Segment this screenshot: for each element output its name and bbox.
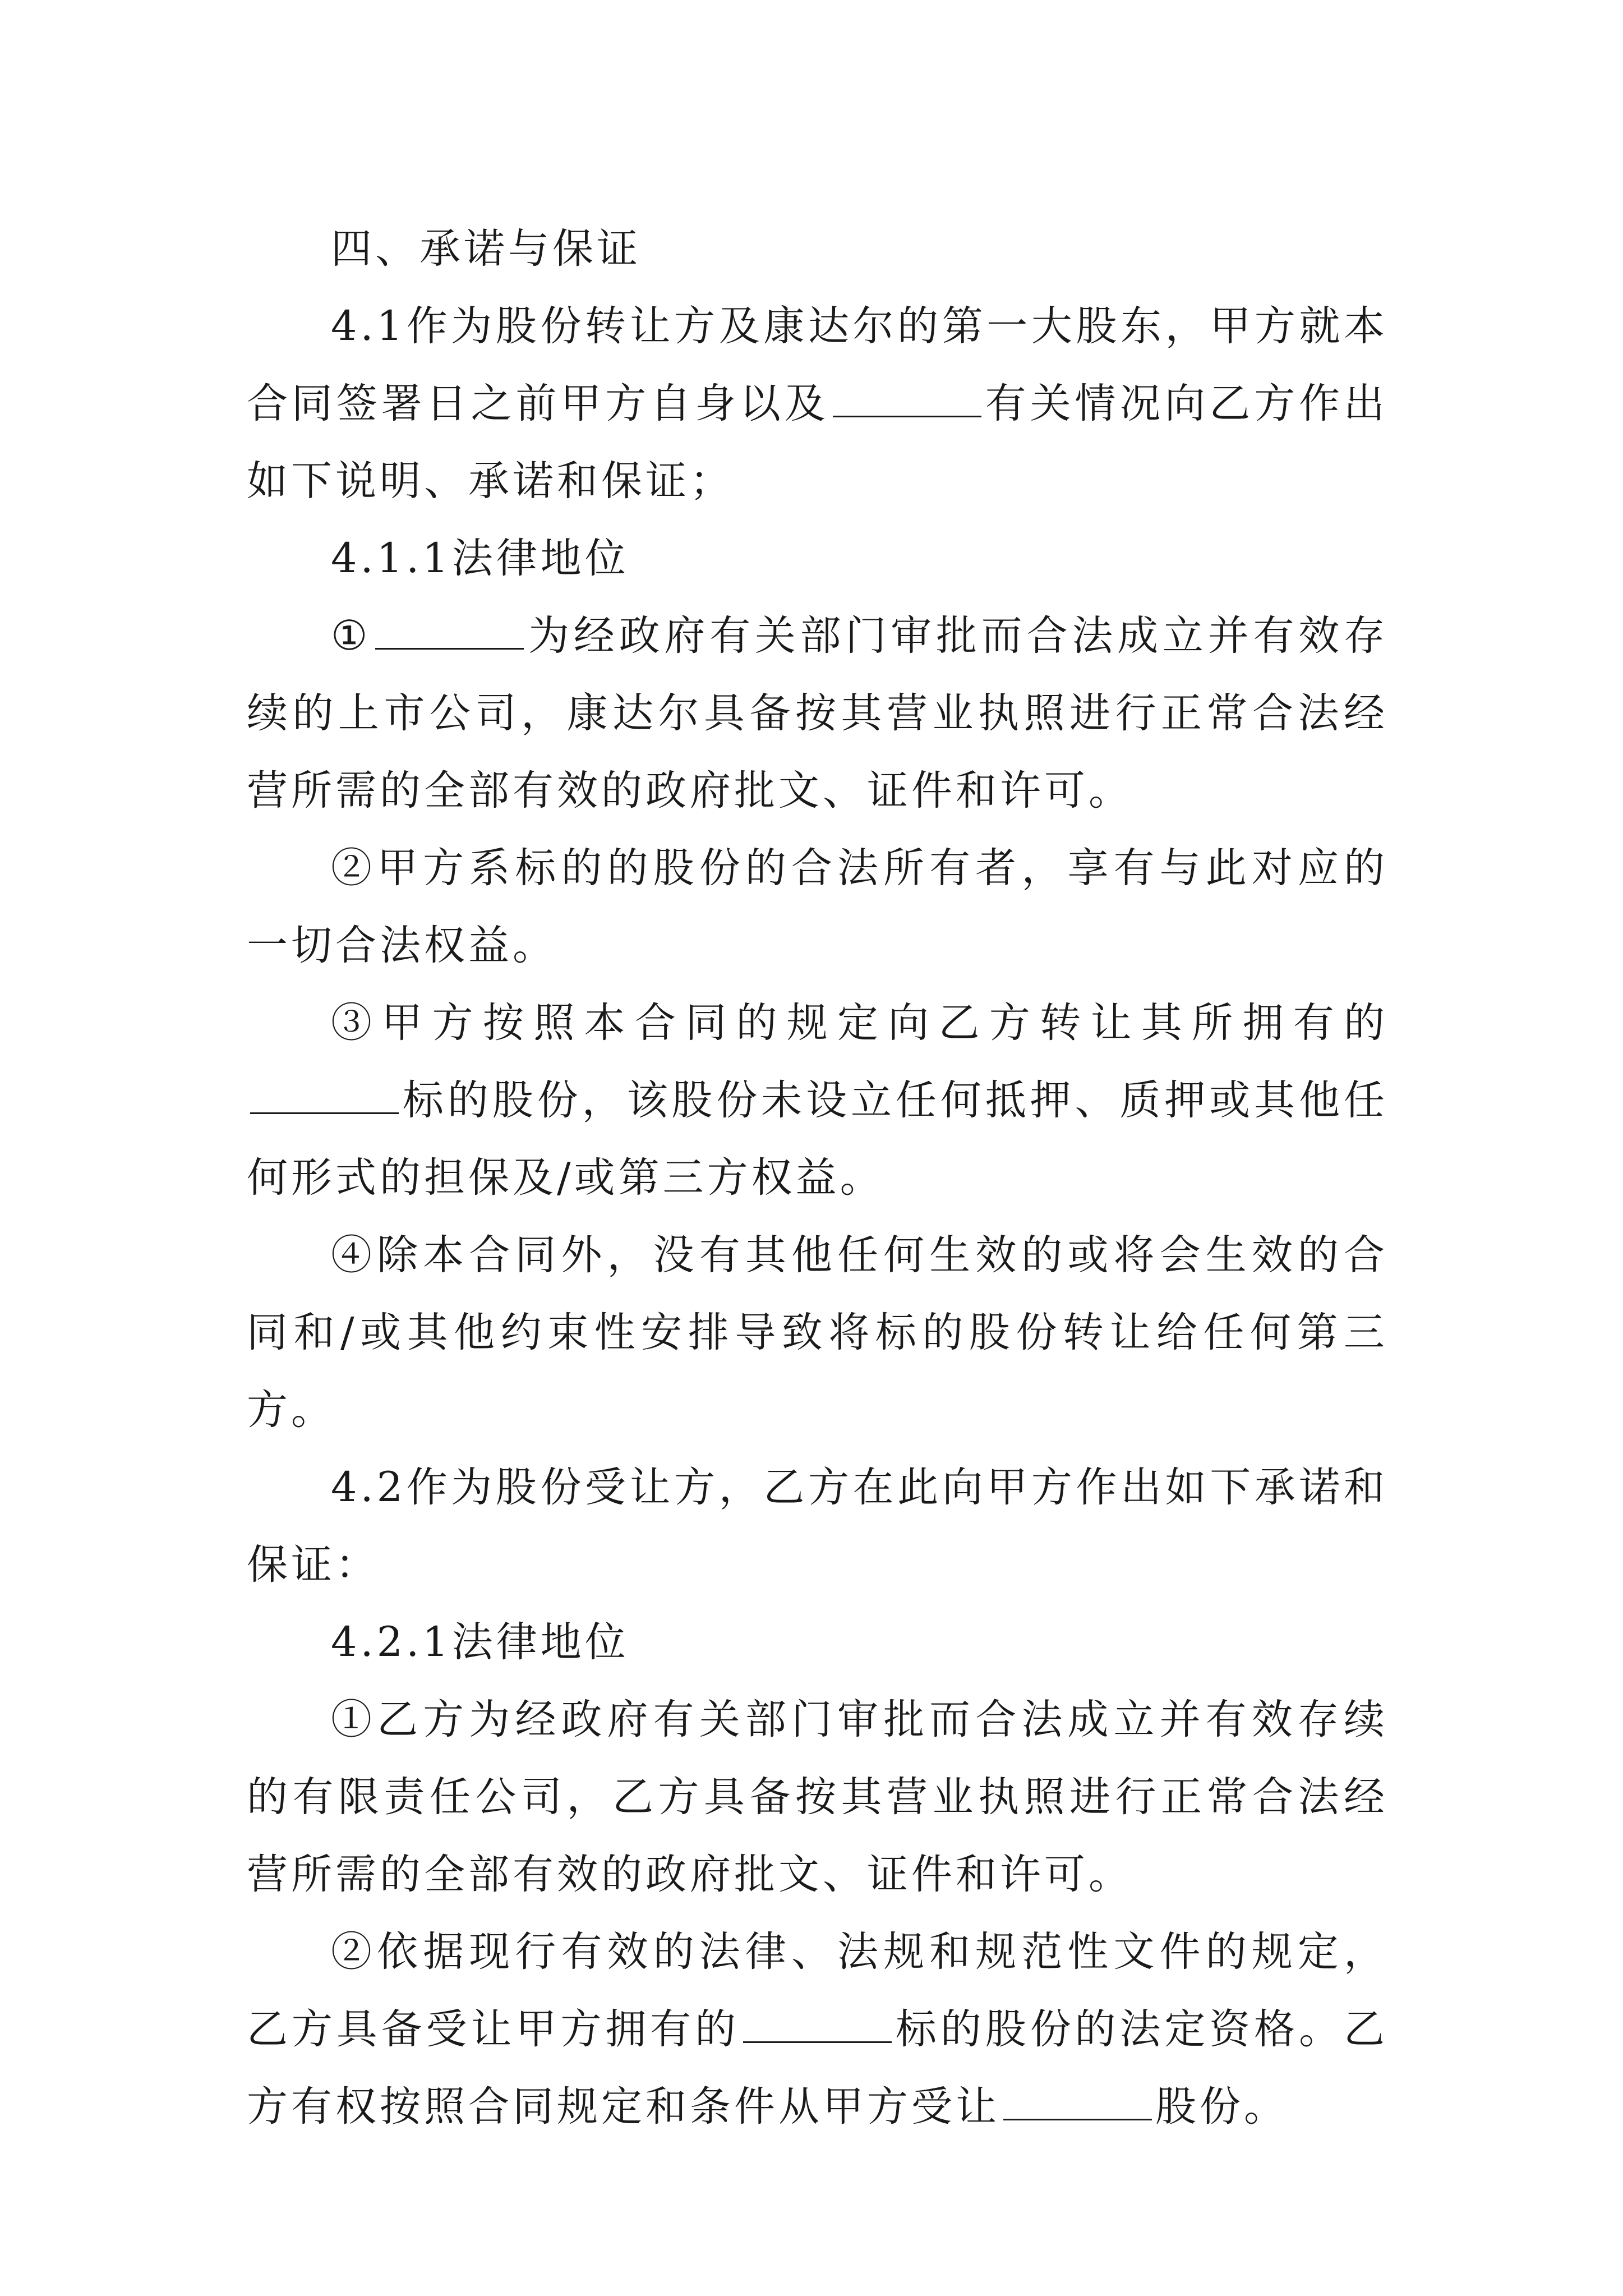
clause-4-1-1-item-1 [247, 597, 1388, 830]
item-2-text-c: 股份。 [1155, 2083, 1288, 2131]
item-2-text-a: ②依据现行有效的法律、法规和规范性文件的规定，乙方具备受让甲方拥有的 [247, 1928, 1388, 2053]
clause-4-1 [247, 288, 1388, 520]
item-1-text: 为经政府有关部门审批而合法成立并有效存续的上市公司，康达尔具备按其营业执照进行正常合法经营所需的全部有效的政府批文、证件和许可。 [247, 612, 1389, 815]
clause-4-1-1-item-2: ②甲方系标的的股份的合法所有者，享有与此对应的一切合法权益。 [247, 844, 1388, 969]
item-3-text-a: ③甲方按照本合同的规定向乙方转让其所拥有的 [331, 999, 1388, 1047]
item-1-marker: ① [331, 612, 372, 660]
fill-blank [375, 614, 524, 650]
fill-blank [833, 382, 981, 417]
clause-4-2: 4.2作为股份受让方，乙方在此向甲方作出如下承诺和保证： [247, 1464, 1388, 1589]
section-title: 四、承诺与保证 [331, 225, 641, 273]
item-3-text-b: 标的股份，该股份未设立任何抵押、质押或其他任何形式的担保及/或第三方权益。 [247, 1076, 1388, 1202]
clause-4-2-1-item-2 [247, 1913, 1388, 2146]
fill-blank [1003, 2085, 1152, 2120]
fill-blank [250, 1079, 399, 1114]
item-2-text-b: 标的股份的法定资格。乙方有权按照合同规定和条件从甲方受让 [247, 2005, 1388, 2131]
clause-4-1-text-a: 4.1作为股份转让方及康达尔的第一大股东，甲方就本合同签署日之前甲方自身以及 [247, 302, 1388, 427]
clause-4-1-1-item-3 [247, 984, 1388, 1217]
fill-blank [743, 2008, 892, 2043]
document-body [247, 210, 1388, 2146]
clause-4-1-1-item-4: ④除本合同外，没有其他任何生效的或将会生效的合同和/或其他约束性安排导致将标的股份转让给任何第三方。 [247, 1231, 1388, 1434]
clause-4-1-text-b: 有关情况向乙方作出如下说明、承诺和保证； [247, 380, 1389, 505]
clause-4-2-1-heading: 4.2.1法律地位 [331, 1618, 629, 1666]
clause-4-1-1-heading: 4.1.1法律地位 [331, 535, 629, 582]
clause-4-2-1-item-1: ①乙方为经政府有关部门审批而合法成立并有效存续的有限责任公司，乙方具备按其营业执照进行正常合法经营所需的全部有效的政府批文、证件和许可。 [247, 1696, 1388, 1898]
